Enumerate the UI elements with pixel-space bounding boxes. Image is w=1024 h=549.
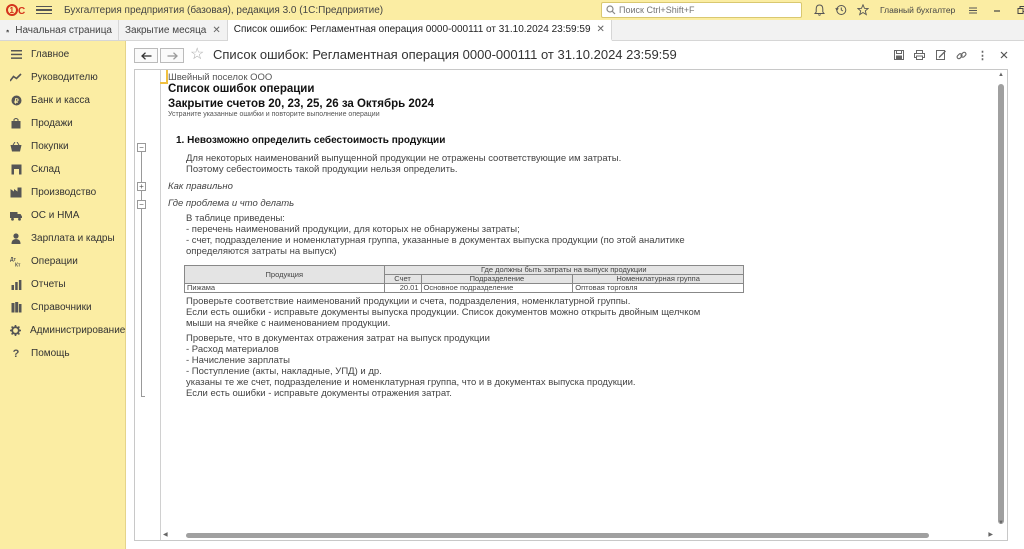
check-line-6: Если есть ошибки - исправьте документы отражения затрат. — [186, 388, 452, 399]
sidebar — [0, 41, 126, 549]
horizontal-scroll-thumb[interactable] — [186, 533, 929, 538]
sidebar-item-warehouse[interactable] — [0, 158, 125, 181]
svg-text:Кт: Кт — [15, 262, 21, 267]
sidebar-item-label: Справочники — [31, 302, 92, 313]
sidebar-item-label: Покупки — [31, 141, 69, 152]
svg-text:1: 1 — [9, 6, 14, 15]
sidebar-item-help[interactable] — [0, 342, 125, 365]
settings-menu-icon[interactable] — [961, 0, 985, 20]
sidebar-item-label: Руководителю — [31, 72, 98, 83]
sidebar-item-purchases[interactable] — [0, 135, 125, 158]
scroll-left-icon[interactable]: ◀ — [163, 532, 168, 538]
sidebar-item-production[interactable] — [0, 181, 125, 204]
home-icon — [6, 26, 9, 36]
save-icon[interactable] — [888, 46, 909, 64]
restore-icon[interactable] — [1009, 0, 1024, 20]
sidebar-item-reports[interactable] — [0, 273, 125, 296]
svg-text:Дт: Дт — [10, 257, 17, 263]
bar-chart-icon — [10, 279, 22, 291]
check-line-4: Проверьте, что в документах отражения затрат на выпуск продукции — [186, 333, 490, 344]
warehouse-icon — [10, 164, 22, 176]
sidebar-item-label: Отчеты — [31, 279, 66, 290]
intro-line-1: Для некоторых наименований выпущенной продукции не отражены соответствующие им затраты. — [186, 153, 622, 164]
more-actions-icon[interactable]: ⋮ — [977, 49, 988, 62]
favorites-star-icon[interactable] — [852, 0, 874, 20]
header-account: Счет — [384, 275, 421, 284]
where-problem-link[interactable]: Где проблема и что делать — [168, 198, 295, 209]
sidebar-item-label: Помощь — [31, 348, 70, 359]
sidebar-item-label: Главное — [31, 49, 70, 60]
title-bar — [0, 0, 1024, 20]
arrow-left-icon — [141, 52, 152, 60]
cell-account[interactable]: 20.01 — [384, 284, 421, 293]
sidebar-item-salary[interactable] — [0, 227, 125, 250]
current-user[interactable]: Главный бухгалтер — [880, 5, 956, 15]
bullet-line-1: - перечень наименований продукции, для которых не обнаружены затраты; — [186, 224, 520, 235]
tab-error-list[interactable] — [228, 20, 612, 41]
sidebar-item-bank[interactable] — [0, 89, 125, 112]
notifications-bell-icon[interactable] — [808, 0, 830, 20]
history-icon[interactable] — [830, 0, 852, 20]
bullet-line-3: определяются затраты на выпуск) — [186, 246, 337, 257]
sidebar-item-sales[interactable] — [0, 112, 125, 135]
gear-icon — [10, 325, 21, 337]
person-icon — [10, 233, 22, 245]
list-line-3: - Поступление (акты, накладные, УПД) и др. — [186, 366, 382, 377]
print-icon[interactable] — [909, 46, 930, 64]
close-document-icon[interactable] — [993, 46, 1014, 64]
vertical-scroll-thumb[interactable] — [998, 84, 1004, 524]
active-cell-marker — [160, 70, 168, 84]
coin-icon — [10, 95, 22, 107]
search-input[interactable] — [619, 5, 799, 15]
svg-text:С: С — [18, 6, 26, 16]
tab-label: Начальная страница — [15, 25, 112, 36]
list-line-2: - Начисление зарплаты — [186, 355, 290, 366]
minimize-icon[interactable] — [985, 0, 1009, 20]
vertical-scrollbar[interactable] — [995, 70, 1007, 540]
sidebar-item-main[interactable] — [0, 43, 125, 66]
add-to-favorites-star-icon[interactable]: ☆ — [190, 46, 205, 63]
svg-text:₽: ₽ — [13, 98, 19, 106]
back-button[interactable] — [134, 48, 158, 63]
link-icon[interactable] — [951, 46, 972, 64]
sidebar-item-administration[interactable] — [0, 319, 125, 342]
header-expense-location: Где должны быть затраты на выпуск продукции — [384, 266, 743, 275]
check-line-5: указаны те же счет, подразделение и номенклатурная группа, что и в документах выпуска продукции. — [186, 377, 636, 388]
search-icon — [606, 5, 616, 15]
books-icon — [10, 302, 22, 314]
scroll-up-icon[interactable]: ▲ — [998, 72, 1004, 78]
sidebar-item-directories[interactable] — [0, 296, 125, 319]
tab-month-closing[interactable] — [119, 20, 228, 41]
operation-name: Закрытие счетов 20, 23, 25, 26 за Октябрь 2024 — [168, 98, 434, 110]
table-intro: В таблице приведены: — [186, 213, 285, 224]
edit-document-icon[interactable] — [930, 46, 951, 64]
collapse-toggle[interactable]: − — [137, 200, 146, 209]
sidebar-item-label: Производство — [31, 187, 97, 198]
menu-icon — [10, 49, 22, 61]
close-tab-icon[interactable]: ✕ — [212, 25, 221, 36]
instruction-text: Устраните указанные ошибки и повторите выполнение операции — [168, 111, 380, 118]
check-line-3: мыши на ячейке с наименованием продукции. — [186, 318, 391, 329]
scroll-right-icon[interactable]: ▶ — [988, 532, 993, 538]
operations-icon — [10, 256, 22, 268]
close-tab-icon[interactable]: ✕ — [596, 24, 605, 35]
document-title: Список ошибок: Регламентная операция 0000-000111 от 31.10.2024 23:59:59 — [213, 47, 677, 62]
cell-product[interactable]: Пижама — [185, 284, 385, 293]
1c-logo-icon — [6, 4, 30, 16]
sidebar-item-label: Администрирование — [30, 325, 126, 336]
check-line-2: Если есть ошибки - исправьте документы выпуска продукции. Список документов можно открыть двойным щелчком — [186, 307, 701, 318]
hamburger-menu-icon[interactable] — [36, 3, 52, 17]
sidebar-item-label: Операции — [31, 256, 78, 267]
app-title: Бухгалтерия предприятия (базовая), редакция 3.0 (1С:Предприятие) — [64, 4, 384, 16]
arrow-right-icon — [167, 52, 178, 60]
tab-home[interactable] — [0, 20, 119, 41]
intro-line-2: Поэтому себестоимость такой продукции нельзя определить. — [186, 164, 458, 175]
sidebar-item-operations[interactable] — [0, 250, 125, 273]
header-product: Продукция — [185, 266, 385, 284]
document-header — [126, 41, 1024, 69]
table-row[interactable] — [185, 284, 744, 293]
sidebar-item-label: ОС и НМА — [31, 210, 80, 221]
global-search[interactable] — [601, 2, 802, 18]
collapse-toggle[interactable]: − — [137, 143, 146, 152]
forward-button[interactable] — [160, 48, 184, 63]
chart-line-icon — [10, 72, 22, 84]
section-title: 1. Невозможно определить себестоимость продукции — [176, 135, 446, 146]
help-icon: ? — [12, 347, 20, 360]
grouping-gutter — [135, 70, 161, 540]
list-line-1: - Расход материалов — [186, 344, 279, 355]
bag-icon — [10, 118, 22, 130]
basket-icon — [10, 141, 22, 153]
factory-icon — [10, 187, 22, 199]
sidebar-item-label: Склад — [31, 164, 60, 175]
sidebar-item-manager[interactable] — [0, 66, 125, 89]
tab-label: Список ошибок: Регламентная операция 0000-000111 от 31.10.2024 23:59:59 — [233, 24, 591, 35]
errors-table — [184, 265, 744, 293]
organization-name: Швейный поселок ООО — [168, 72, 273, 83]
check-line-1: Проверьте соответствие наименований продукции и счета, подразделения, номенклатурной группы. — [186, 296, 631, 307]
sidebar-item-label: Банк и касса — [31, 95, 90, 106]
report-heading: Список ошибок операции — [168, 83, 315, 95]
truck-icon — [10, 210, 22, 222]
how-correct-link[interactable]: Как правильно — [168, 181, 233, 192]
expand-toggle[interactable]: + — [137, 182, 146, 191]
sidebar-item-label: Зарплата и кадры — [31, 233, 115, 244]
report-spreadsheet[interactable] — [134, 69, 1008, 541]
scroll-down-icon[interactable]: ▼ — [998, 520, 1004, 526]
open-tabs-bar — [0, 20, 1024, 41]
sidebar-item-label: Продажи — [31, 118, 73, 129]
cell-nomenclature-group[interactable]: Оптовая торговля — [573, 284, 744, 293]
tab-label: Закрытие месяца — [125, 25, 207, 36]
header-department: Подразделение — [421, 275, 573, 284]
horizontal-scrollbar[interactable] — [161, 530, 995, 540]
bullet-line-2: - счет, подразделение и номенклатурная группа, указанные в документах выпуска продукции (по этой аналитике — [186, 235, 685, 246]
cell-department[interactable]: Основное подразделение — [421, 284, 573, 293]
sidebar-item-fixed-assets[interactable] — [0, 204, 125, 227]
header-nomenclature-group: Номенклатурная группа — [573, 275, 744, 284]
